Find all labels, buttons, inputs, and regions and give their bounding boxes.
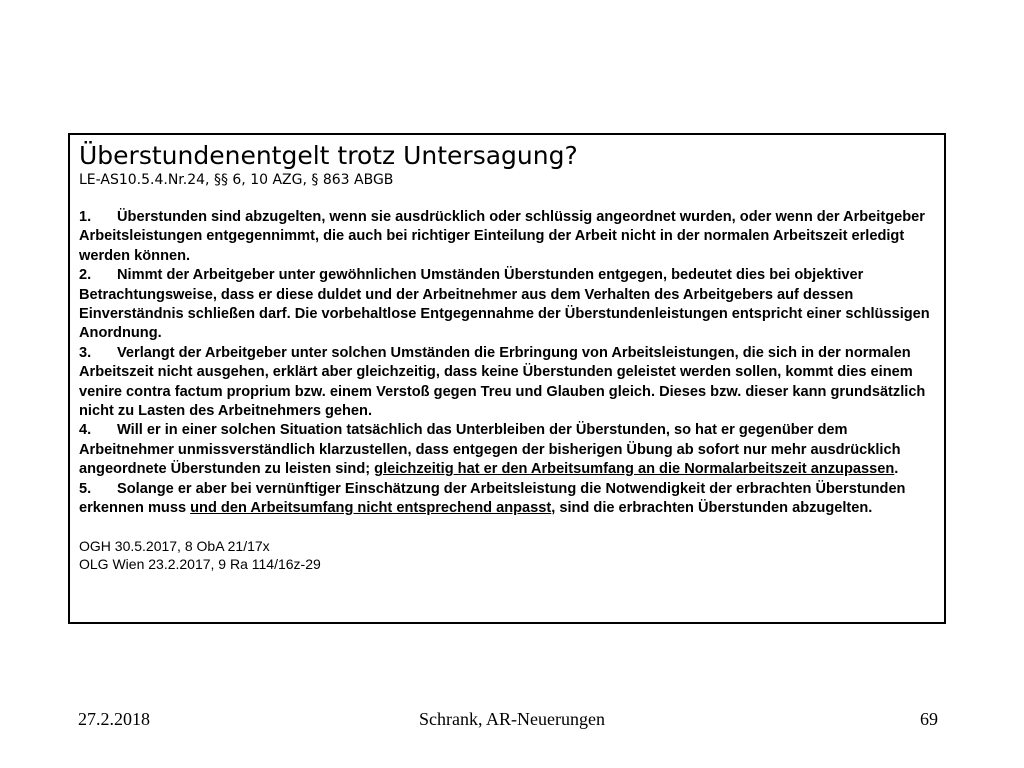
list-item [79,344,943,422]
citation: LE-AS10.5.4.Nr.24, §§ 6, 10 AZG, § 863 ABGB [79,172,394,188]
content-box [68,133,946,624]
spacer [79,189,944,208]
list-item [79,208,943,266]
reference: OGH 30.5.2017, 8 ObA 21/17x [79,537,270,554]
item-number: 2. [79,267,92,284]
reference: OLG Wien 23.2.2017, 9 Ra 114/16z-29 [79,555,321,572]
list-item [79,480,943,519]
footer-title: Schrank, AR-Neuerungen [419,709,605,729]
slide-title: Überstundenentgelt trotz Untersagung? [79,141,578,170]
underlined-text: gleichzeitig hat er den Arbeitsumfang an die Normalarbeitszeit anzupassen [374,461,895,478]
list-item [79,266,943,344]
underlined-text: und den Arbeitsumfang nicht entsprechend anpasst [190,500,552,517]
item-text: Nimmt der Arbeitgeber unter gewöhnlichen Umständen Überstunden entgegen, bedeutet dies bei objektiver Betrachtungsweise, dass er diese duldet und der Arbeitnehmer aus dem Verhalten des Arbeitgebers auf dessen Einverständnis schließen darf. Die vorbehaltlose Entgegennahme der Überstundenleistungen entspricht einer schlüssigen Anordnung. [79,267,930,342]
item-number: 1. [79,209,92,225]
item-number: 5. [79,480,92,497]
page-number: 69 [920,709,938,729]
item-text: Will er in einer solchen Situation tatsächlich das Unterbleiben der Überstunden, so hat er gegenüber dem Arbeitnehmer unmissverständlich klarzustellen, dass entgegen der bisherigen Übung ab sofort nur mehr ausdrücklich angeordnete Überstunden zu leisten sind; [79,422,901,478]
list-item [79,421,943,479]
item-text-after: . [894,461,899,478]
item-text-after: , sind die erbrachten Überstunden abzugelten. [551,500,873,517]
item-number: 4. [79,422,92,439]
spacer [79,519,944,537]
item-text: Überstunden sind abzugelten, wenn sie ausdrücklich oder schlüssig angeordnet wurden, oder wenn der Arbeitgeber Arbeitsleistungen entgegennimmt, die auch bei richtiger Einteilung der Arbeit nicht in der normalen Arbeitszeit erledigt werden können. [79,209,925,264]
item-number: 3. [79,344,92,361]
item-text: Verlangt der Arbeitgeber unter solchen Umständen die Erbringung von Arbeitsleistungen, die sich in der normalen Arbeitszeit nicht ausgehen, erklärt aber gleichzeitig, dass keine Überstunden geleistet werden sollen, kommt dies einem venire contra factum proprium bzw. einem Verstoß gegen Treu und Glauben gleich. Dieses bzw. dieser kann grundsätzlich nicht zu Lasten des Arbeitnehmers gehen. [79,344,926,420]
item-text: Solange er aber bei vernünftiger Einschätzung der Arbeitsleistung die Notwendigkeit der erbrachten Überstunden erkennen muss [79,480,906,517]
footer-date: 27.2.2018 [78,709,150,729]
